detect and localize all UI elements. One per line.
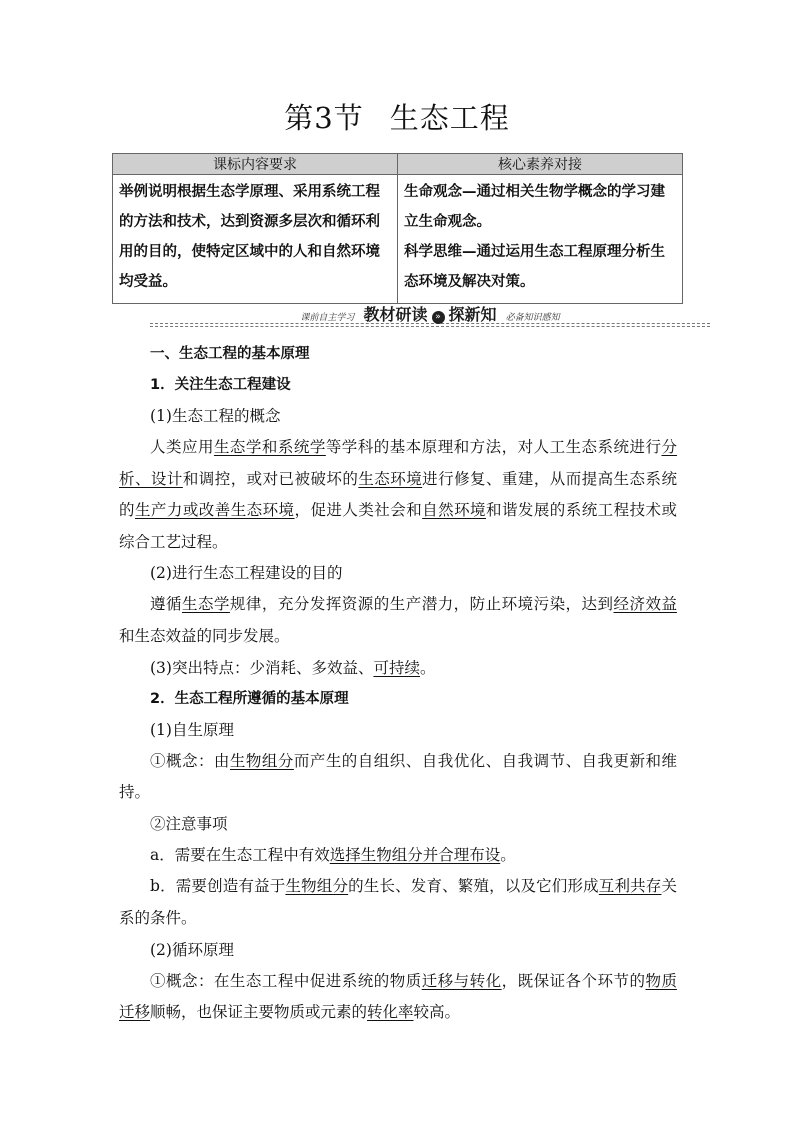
section-name: 生态工程 [389,101,510,135]
blank-answer: 自然环境 [422,501,486,520]
subheading-construction: 1．关注生态工程建设 [150,377,291,393]
blank-answer: 生态学 [181,595,230,614]
paragraph-self-concept: ①概念：由生物组分而产生的自组织、自我优化、自我调节、自我更新和维持。 [119,751,677,802]
blank-answer: 物质迁移 [119,971,677,1022]
paragraph-purpose: 遵循生态学规律，充分发挥资源的生产潜力，防止环境污染，达到经济效益和生态效益的同步发展。 [119,595,677,645]
blank-answer: 生产力或改善生态环境 [134,501,295,520]
competency-life-concept: 生命观念—通过相关生物学概念的学习建立生命观念。 [404,184,665,230]
section-number: 第3节 [284,101,364,135]
core-competency-header: 核心素养对接 [398,154,683,175]
subheading-principles: 2．生态工程所遵循的基本原理 [150,690,349,707]
item-self-principle: (1)自生原理 [150,720,234,739]
blank-answer: 迁移与转化 [421,971,502,990]
curriculum-requirements-text: 举例说明根据生态学原理、采用系统工程的方法和技术，达到资源多层次和循环利用的目的，使特定区域中的人和自然环境均受益。 [119,184,380,290]
paragraph-cycle-concept: ①概念：在生态工程中促进系统的物质迁移与转化，既保证各个环节的物质迁移顺畅，也保证主要物质或元素的转化率较高。 [119,971,677,1022]
heading-basic-principles: 一、生态工程的基本原理 [150,346,310,362]
item-cycle-principle: (2)循环原理 [150,940,234,959]
blank-answer: 分析、设计 [119,438,677,488]
blank-answer: 生态环境 [358,469,423,488]
blank-answer: 互利共存 [598,877,662,896]
curriculum-requirements-cell [113,175,398,304]
note-a: a．需要在生态工程中有效选择生物组分并合理布设。 [150,845,516,864]
banner-label [150,302,710,325]
curriculum-requirements-header: 课标内容要求 [113,154,398,175]
arrow-right-icon: » [432,311,445,324]
paragraph-concept: 人类应用生态学和系统学等学科的基本原理和方法，对人工生态系统进行分析、设计和调控，或对已被破坏的生态环境进行修复、重建，从而提高生态系统的生产力或改善生态环境，促进人类社会和自然环境和谐发展的系统工程技术或综合工艺过程。 [119,438,677,551]
banner-left-caption: 课前自主学习 [300,313,355,323]
item-notes: ②注意事项 [150,814,228,833]
page-title [0,96,794,137]
lesson-body [119,339,677,1029]
banner-title-left: 教材研读 [363,305,428,324]
blank-answer: 生物组分 [229,751,294,770]
blank-answer: 可持续 [373,658,420,677]
competency-scientific-thinking: 科学思维—通过运用生态工程原理分析生态环境及解决对策。 [404,244,665,290]
blank-answer: 生态学和系统学 [213,438,326,456]
requirements-table [112,153,683,304]
blank-answer: 选择生物组分并合理布设 [329,845,501,864]
banner-title-right: 探新知 [448,305,497,324]
item-concept-heading: (1)生态工程的概念 [150,407,281,425]
blank-answer: 转化率 [367,1003,414,1022]
banner-divider [150,326,710,327]
blank-answer: 经济效益 [613,595,677,614]
core-competency-cell [398,175,683,304]
blank-answer: 生物组分 [285,877,349,896]
banner-right-caption: 必备知识感知 [505,313,560,323]
note-b: b．需要创造有益于生物组分的生长、发育、繁殖，以及它们形成互利共存关系的条件。 [119,877,677,927]
item-purpose-heading: (2)进行生态工程建设的目的 [150,564,343,583]
section-banner [150,302,710,328]
item-features: (3)突出特点：少消耗、多效益、可持续。 [150,658,436,677]
